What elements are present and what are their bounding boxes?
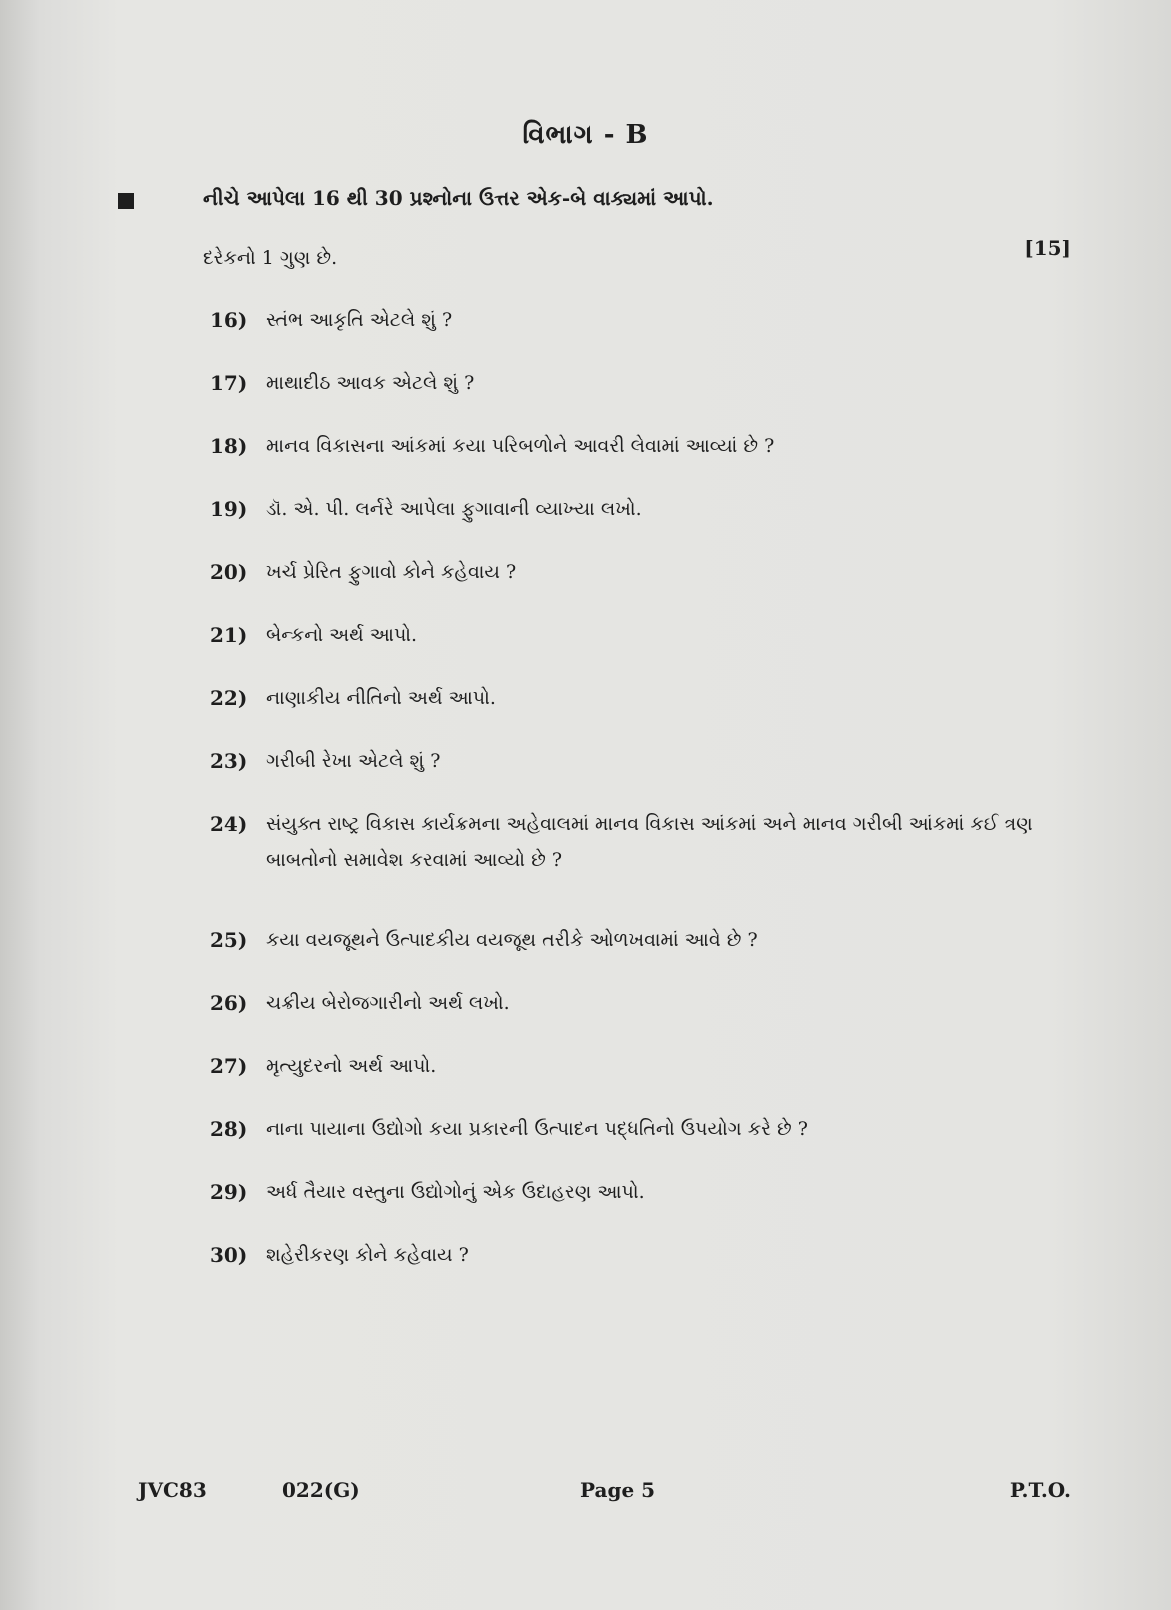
- question-item: [210, 806, 1090, 922]
- question-number: 17): [210, 371, 248, 395]
- question-text: મૃત્યુદરનો અર્થ આપો.: [266, 1055, 437, 1077]
- marks-note: દરેકનો 1 ગુણ છે.: [203, 247, 338, 269]
- question-number: 25): [210, 928, 248, 952]
- question-number: 21): [210, 623, 248, 647]
- question-number: 24): [210, 812, 248, 836]
- footer-paper-code: 022(G): [282, 1478, 360, 1502]
- question-text: નાણાકીય નીતિનો અર્થ આપો.: [266, 687, 496, 709]
- section-instruction: નીચે આપેલા 16 થી 30 પ્રશ્નોના ઉત્તર એક-બે વાક્યમાં આપો.: [203, 186, 714, 210]
- question-text: ખર્ચ પ્રેરિત ફુગાવો કોને કહેવાય ?: [266, 561, 517, 583]
- question-list: [210, 302, 1090, 1300]
- question-number: 19): [210, 497, 248, 521]
- question-number: 26): [210, 991, 248, 1015]
- question-text: સંયુક્ત રાષ્ટ્ર વિકાસ કાર્યક્રમના અહેવાલમાં માનવ વિકાસ આંકમાં અને માનવ ગરીબી આંકમાં કઈ ત્રણ બાબતોનો સમાવેશ કરવામાં આવ્યો છે ?: [266, 813, 1033, 871]
- question-number: 30): [210, 1243, 248, 1267]
- question-text: ગરીબી રેખા એટલે શું ?: [266, 750, 441, 772]
- footer-page-number: Page 5: [580, 1478, 656, 1502]
- question-number: 23): [210, 749, 248, 773]
- question-number: 27): [210, 1054, 248, 1078]
- question-text: શહેરીકરણ કોને કહેવાય ?: [266, 1244, 469, 1266]
- question-text: અર્ધ તૈયાર વસ્તુના ઉદ્યોગોનું એક ઉદાહરણ આપો.: [266, 1181, 645, 1203]
- question-item: [210, 428, 1090, 491]
- question-text: બેન્કનો અર્થ આપો.: [266, 624, 418, 646]
- question-item: [210, 617, 1090, 680]
- question-text: માથાદીઠ આવક એટલે શું ?: [266, 372, 475, 394]
- question-item: [210, 922, 1090, 985]
- question-item: [210, 491, 1090, 554]
- question-text: નાના પાયાના ઉદ્યોગો કયા પ્રકારની ઉત્પાદન પદ્ધતિનો ઉપયોગ કરે છે ?: [266, 1118, 808, 1140]
- total-marks: [15]: [1024, 236, 1071, 260]
- question-text: ડૉ. એ. પી. લર્નરે આપેલા ફુગાવાની વ્યાખ્યા લખો.: [266, 498, 642, 520]
- section-title: વિભાગ - B: [522, 120, 649, 150]
- question-text: કયા વયજૂથને ઉત્પાદકીય વયજૂથ તરીકે ઓળખવામાં આવે છે ?: [266, 929, 758, 951]
- question-number: 22): [210, 686, 248, 710]
- bullet-square-icon: [118, 193, 134, 209]
- question-item: [210, 680, 1090, 743]
- footer-pto: P.T.O.: [1009, 1478, 1071, 1502]
- footer-exam-code: JVC83: [138, 1478, 207, 1502]
- question-number: 18): [210, 434, 248, 458]
- question-text: ચક્રીય બેરોજગારીનો અર્થ લખો.: [266, 992, 510, 1014]
- question-item: [210, 1111, 1090, 1174]
- question-item: [210, 985, 1090, 1048]
- question-number: 29): [210, 1180, 248, 1204]
- question-item: [210, 1174, 1090, 1237]
- question-text: સ્તંભ આકૃતિ એટલે શું ?: [266, 309, 453, 331]
- question-number: 28): [210, 1117, 248, 1141]
- question-item: [210, 743, 1090, 806]
- question-number: 16): [210, 308, 248, 332]
- question-item: [210, 1237, 1090, 1300]
- question-item: [210, 1048, 1090, 1111]
- question-item: [210, 302, 1090, 365]
- question-number: 20): [210, 560, 248, 584]
- page-footer: [0, 1478, 1171, 1508]
- question-item: [210, 554, 1090, 617]
- question-item: [210, 365, 1090, 428]
- question-text: માનવ વિકાસના આંકમાં કયા પરિબળોને આવરી લેવામાં આવ્યાં છે ?: [266, 435, 775, 457]
